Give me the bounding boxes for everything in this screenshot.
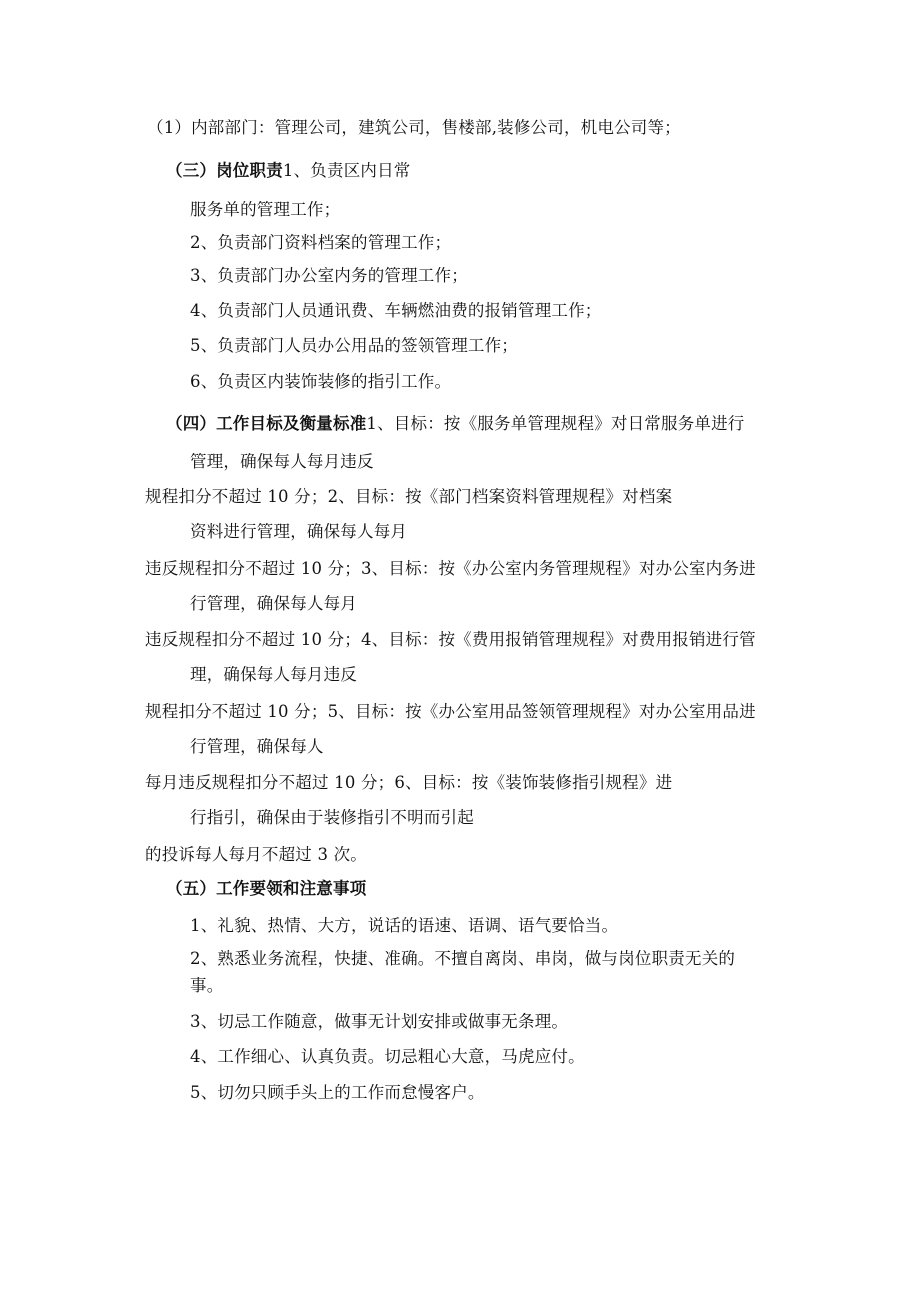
- text-line: [190, 735, 324, 759]
- line-text: 4、负责部门人员通讯费、车辆燃油费的报销管理工作；: [190, 301, 602, 320]
- line-text: 1、礼貌、热情、大方，说话的语速、语调、语气要恰当。: [190, 916, 619, 935]
- text-line: [145, 843, 367, 867]
- line-text: 5、切勿只顾手头上的工作而怠慢客户。: [190, 1083, 485, 1102]
- line-text: 行指引，确保由于装修指引不明而引起: [190, 808, 474, 827]
- text-line: [145, 485, 672, 509]
- line-text: 规程扣分不超过 10 分；5、目标：按《办公室用品签领管理规程》对办公室用品进: [145, 702, 756, 721]
- line-text: 管理，确保每人每月违反: [190, 452, 374, 471]
- line-text: 1、负责区内日常: [282, 161, 411, 180]
- line-text: 违反规程扣分不超过 10 分；4、目标：按《费用报销管理规程》对费用报销进行管: [145, 630, 756, 649]
- text-line: [190, 450, 374, 474]
- list-item: [190, 370, 451, 394]
- line-text: 违反规程扣分不超过 10 分；3、目标：按《办公室内务管理规程》对办公室内务进: [145, 559, 756, 578]
- line-text: 2、负责部门资料档案的管理工作；: [190, 233, 452, 252]
- heading-text: （三）岗位职责: [166, 161, 283, 180]
- text-line: [145, 557, 756, 581]
- heading-text: （五）工作要领和注意事项: [166, 879, 367, 898]
- line-text: 3、负责部门办公室内务的管理工作；: [190, 266, 468, 285]
- section-heading-5: [166, 877, 366, 901]
- section-heading-4: [166, 412, 745, 436]
- section-heading-3: [166, 159, 411, 183]
- list-item: [190, 1081, 485, 1105]
- text-line: [145, 628, 756, 652]
- text-line: [190, 520, 407, 544]
- list-item: [190, 914, 618, 938]
- list-item: [190, 299, 602, 323]
- line-text: 3、切忌工作随意，做事无计划安排或做事无条理。: [190, 1012, 569, 1031]
- list-item: [190, 264, 468, 288]
- line-text: 服务单的管理工作；: [190, 200, 341, 219]
- line-text: 行管理，确保每人每月: [190, 594, 357, 613]
- heading-text: （四）工作目标及衡量标准: [166, 414, 367, 433]
- list-item-continuation: [190, 974, 223, 998]
- line-text: 2、熟悉业务流程，快捷、准确。不擅自离岗、串岗，做与岗位职责无关的: [190, 949, 736, 968]
- line-text: 每月违反规程扣分不超过 10 分；6、目标：按《装饰装修指引规程》进: [145, 773, 673, 792]
- line-text: 4、工作细心、认真负责。切忌粗心大意，马虎应付。: [190, 1047, 585, 1066]
- line-text: 事。: [190, 976, 224, 995]
- list-item: [190, 334, 518, 358]
- text-line: [145, 700, 756, 724]
- line-text: 规程扣分不超过 10 分；2、目标：按《部门档案资料管理规程》对档案: [145, 487, 673, 506]
- text-line: [190, 592, 357, 616]
- text-line: [147, 116, 681, 140]
- text-line: [190, 663, 357, 687]
- line-text: 行管理，确保每人: [190, 737, 324, 756]
- line-text: 6、负责区内装饰装修的指引工作。: [190, 372, 452, 391]
- line-text: 理，确保每人每月违反: [190, 665, 357, 684]
- list-item: [190, 231, 451, 255]
- list-item: [190, 1045, 585, 1069]
- line-text: 1、目标：按《服务单管理规程》对日常服务单进行: [366, 414, 745, 433]
- line-text: 5、负责部门人员办公用品的签领管理工作；: [190, 336, 518, 355]
- line-text: 资料进行管理，确保每人每月: [190, 522, 408, 541]
- line-text: 的投诉每人每月不超过 3 次。: [145, 845, 367, 864]
- line-text: （1）内部部门：管理公司，建筑公司，售楼部,装修公司，机电公司等；: [147, 118, 681, 137]
- list-item: [190, 947, 735, 971]
- text-line: [190, 806, 474, 830]
- list-item: [190, 1010, 568, 1034]
- text-line: [190, 198, 340, 222]
- text-line: [145, 771, 672, 795]
